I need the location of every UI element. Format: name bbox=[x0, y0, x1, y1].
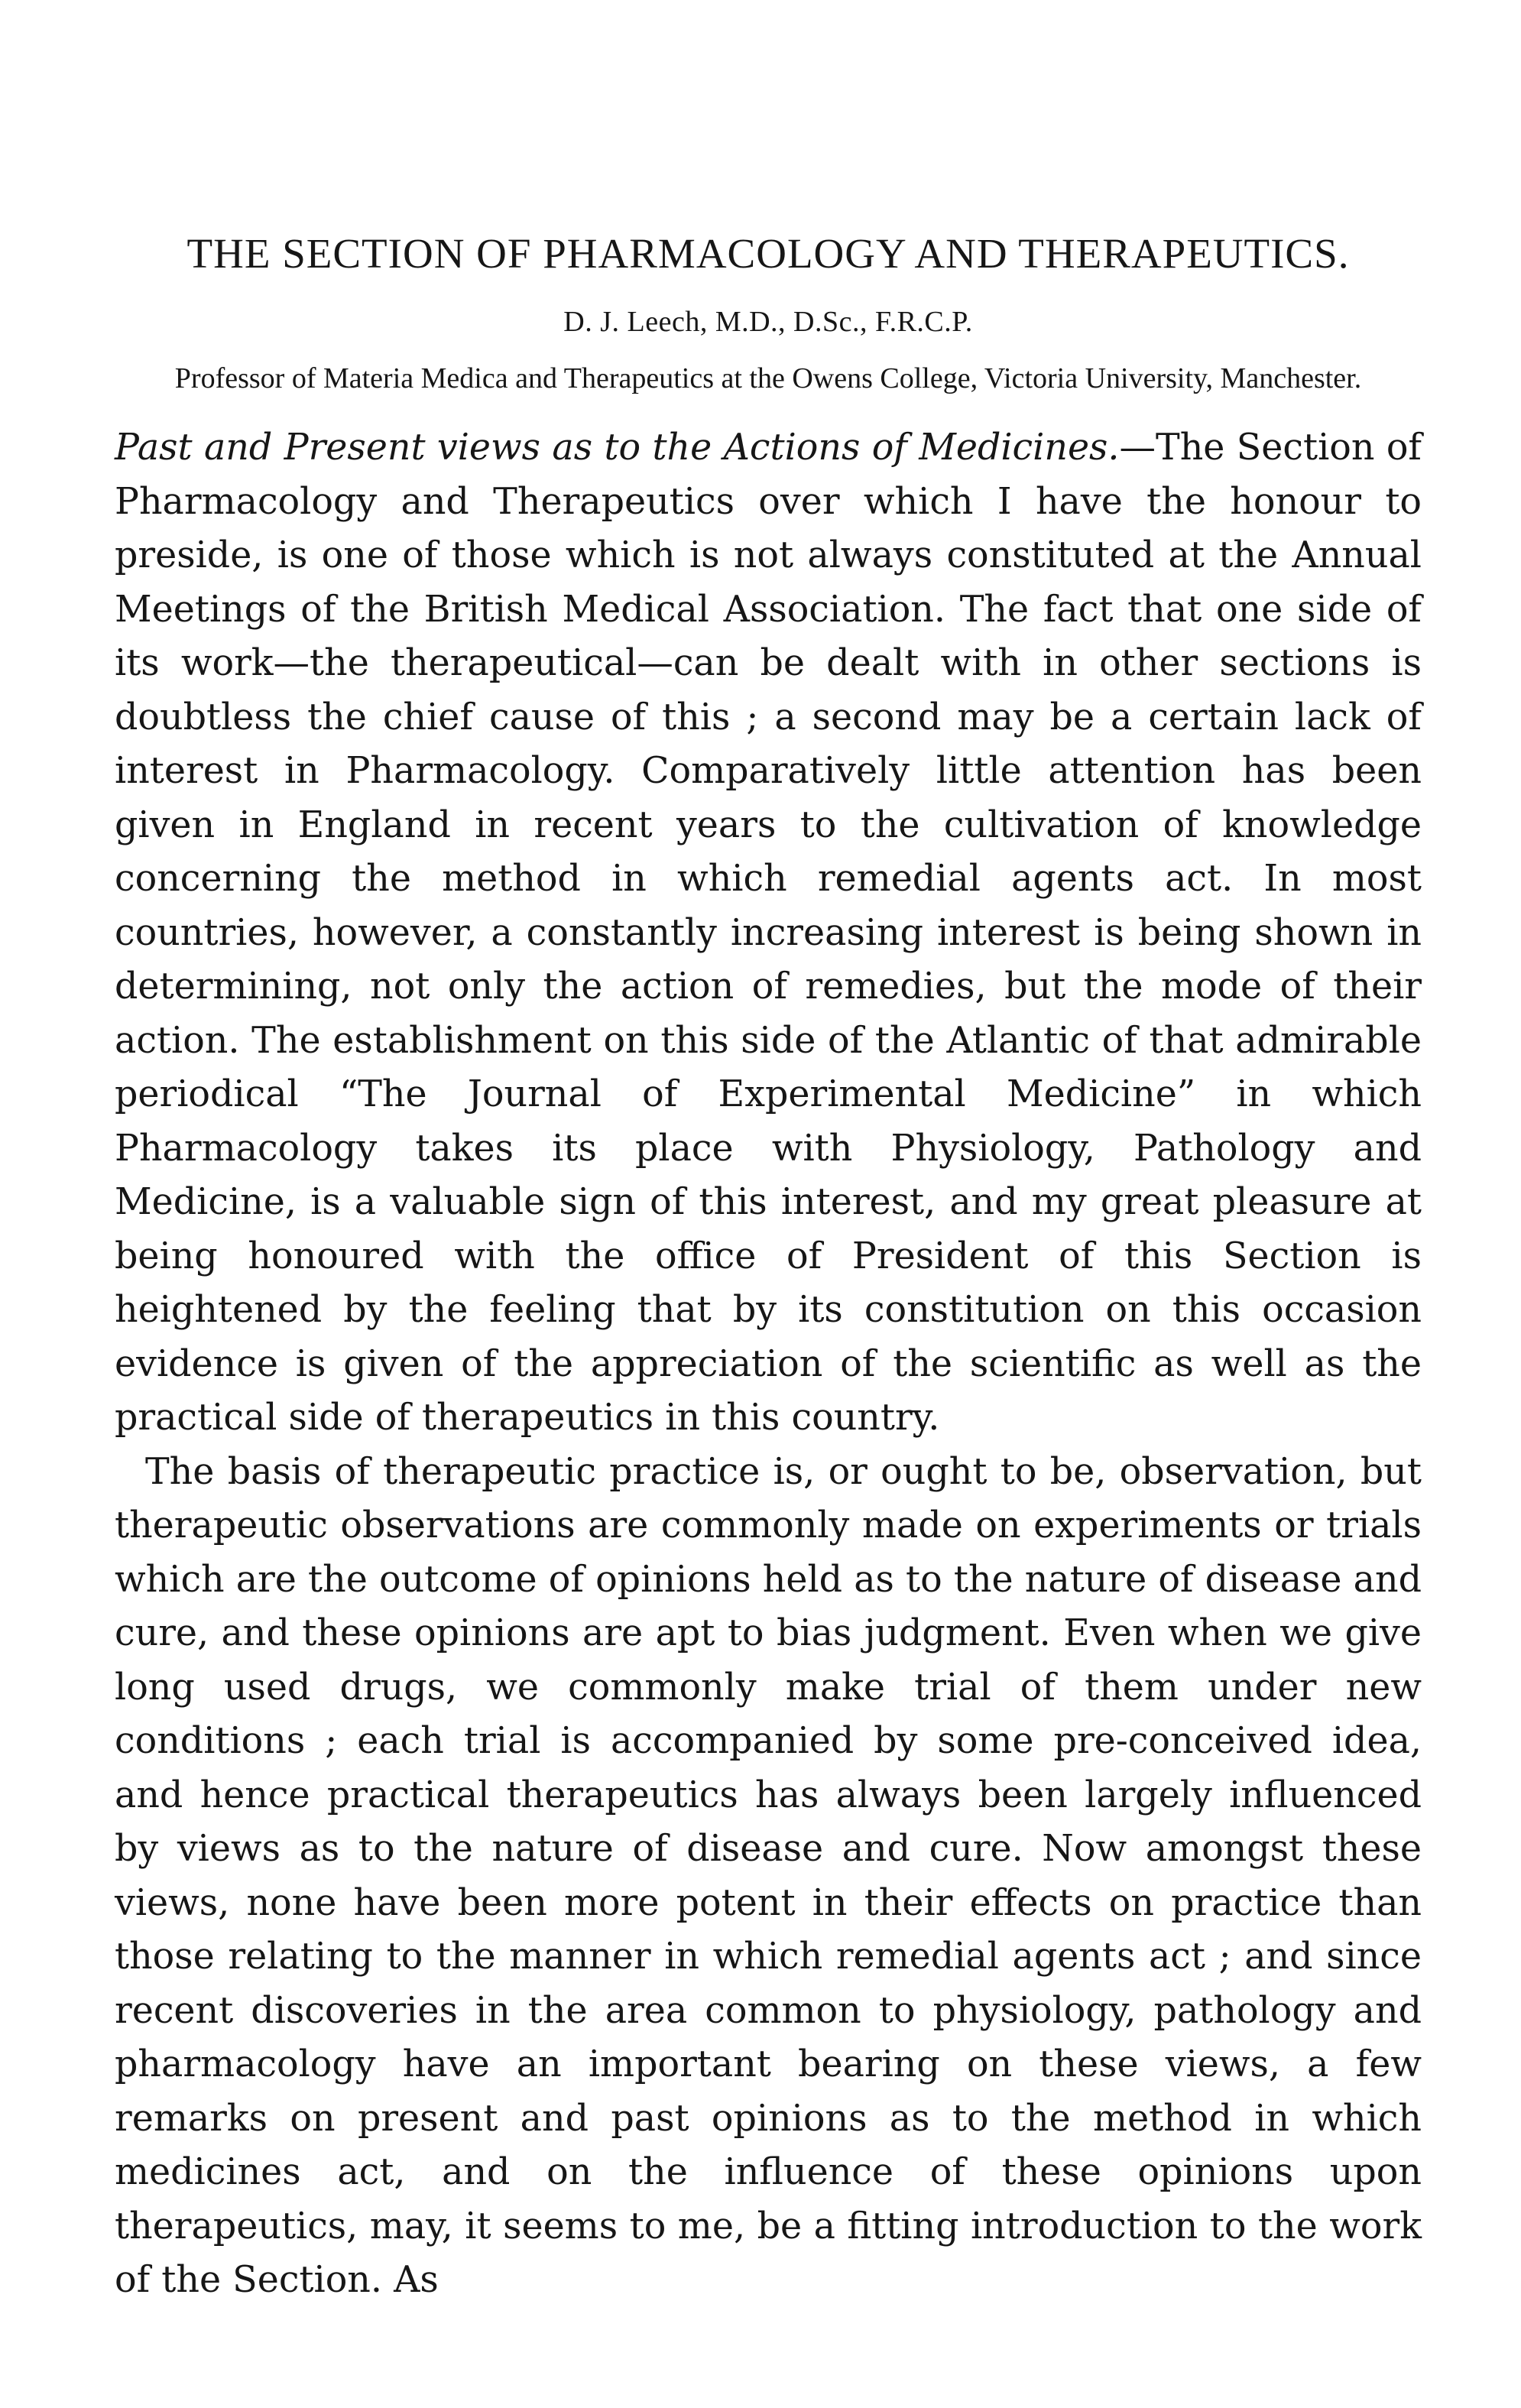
author-byline: D. J. Leech, M.D., D.Sc., F.R.C.P. bbox=[563, 306, 973, 338]
paragraph-1-text: —The Section of Pharmacology and Therapeutics over which I have the honour to preside, is one of those which is not always constituted at the Annual Meetings of the British Medical Association. The fact that one side of its work—the therapeutical—can be dealt with in other sections is doubtless the chief cause of this ; a second may be a certain lack of interest in Pharmacology. Comparatively little attention has been given in England in recent years to the cultivation of knowledge concerning the method in which remedial agents act. In most countries, however, a constantly increasing interest is being shown in determining, not only the action of remedies, but the mode of their action. The establishment on this side of the Atlantic of that admirable periodical “The Journal of Experimental Medicine” in which Pharmacology takes its place with Physiology, Pathology and Medicine, is a valuable sign of this interest, and my great pleasure at being honoured with the office of President of this Section is heightened by the feeling that by its constitution on this occasion evidence is given of the appreciation of the scientific as well as the practical side of therapeutics in this country. bbox=[115, 427, 1422, 1439]
paragraph-2-text: The basis of therapeutic practice is, or ought to be, observation, but therapeutic observations are commonly made on experiments or trials which are the outcome of opinions held as to the nature of disease and cure, and these opinions are apt to bias judgment. Even when we give long used drugs, we commonly make trial of them under new conditions ; each trial is accompanied by some pre-conceived idea, and hence practical therapeutics has always been largely influenced by views as to the nature of disease and cure. Now amongst these views, none have been more potent in their effects on practice than those relating to the manner in which remedial agents act ; and since recent discoveries in the area common to physiology, pathology and pharmacology have an important bearing on these views, a few remarks on present and past opinions as to the method in which medicines act, and on the influence of these opinions upon therapeutics, may, it seems to me, be a fitting introduction to the work of the Section. As bbox=[115, 1450, 1422, 2301]
author-affiliation: Professor of Materia Medica and Therapeutics at the Owens College, Victoria University, Manchester. bbox=[174, 362, 1362, 394]
paragraph-1 bbox=[115, 421, 1422, 1446]
paragraph-2 bbox=[115, 1446, 1422, 2308]
article bbox=[115, 229, 1422, 2308]
section-heading: Past and Present views as to the Actions of Medicines. bbox=[115, 427, 1120, 469]
article-title: THE SECTION OF PHARMACOLOGY AND THERAPEUTICS. bbox=[186, 230, 1350, 277]
